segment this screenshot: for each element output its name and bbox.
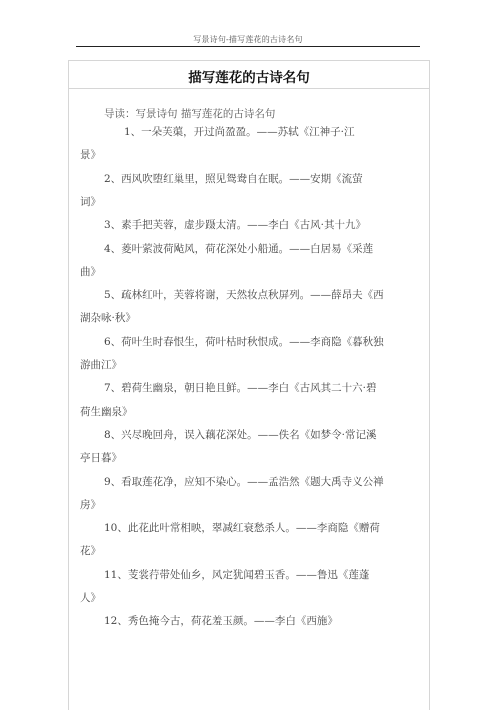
poem-line: 12、秀色掩今古，荷花羞玉颜。——李白《西施》 xyxy=(104,615,338,628)
poem-line: 1、一朵芙蕖，开过尚盈盈。——苏轼《江神子·江 xyxy=(124,126,355,138)
poem-line: 11、芰裳荇带处仙乡，风定犹闻碧玉香。——鲁迅《莲蓬 xyxy=(104,568,370,581)
poem-line-continuation: 游曲江》 xyxy=(80,359,122,371)
poem-line: 9、看取莲花净，应知不染心。——孟浩然《题大禹寺义公禅 xyxy=(104,475,384,488)
poem-line-continuation: 房》 xyxy=(80,498,101,511)
poem-line-continuation: 花》 xyxy=(80,545,101,558)
poem-line-continuation: 曲》 xyxy=(80,265,101,278)
poem-line-continuation: 荷生幽泉》 xyxy=(80,405,133,418)
poem-line-continuation: 亭日暮》 xyxy=(80,452,122,465)
poem-line: 5、疏林红叶，芙蓉将谢，天然妆点秋屏列。——薛昂夫《西 xyxy=(104,289,384,302)
header-divider xyxy=(76,46,420,47)
poem-line: 2、西风吹堕红巢里，照见鸳鸯自在眠。——安期《流萤 xyxy=(104,172,363,185)
poem-line: 10、此花此叶常相映，翠减红衰愁杀人。——李商隐《赠荷 xyxy=(104,522,380,535)
poem-line-continuation: 人》 xyxy=(80,592,101,604)
poem-line: 3、素手把芙蓉，虚步蹑太清。——李白《古风·其十九》 xyxy=(104,219,367,232)
poem-line: 7、碧荷生幽泉，朝日艳且鲜。——李白《古风其二十六·碧 xyxy=(104,382,377,395)
page-header-text: 写景诗句-描写莲花的古诗名句 xyxy=(193,35,303,44)
poem-line: 6、荷叶生时春恨生，荷叶枯时秋恨成。——李商隐《暮秋独 xyxy=(104,335,384,348)
intro-text: 导读：写景诗句 描写莲花的古诗名句 xyxy=(104,108,276,120)
title-divider xyxy=(68,88,430,89)
poem-line-continuation: 景》 xyxy=(80,149,101,162)
poem-line-continuation: 湖杂咏·秋》 xyxy=(80,312,136,325)
poem-line-continuation: 词》 xyxy=(80,195,101,208)
poem-line: 8、兴尽晚回舟，误入藕花深处。——佚名《如梦令·常记溪 xyxy=(104,428,377,441)
document-title: 描写莲花的古诗名句 xyxy=(188,70,310,86)
poem-line: 4、菱叶萦波荷飐风，荷花深处小船通。——白居易《采莲 xyxy=(104,242,374,255)
